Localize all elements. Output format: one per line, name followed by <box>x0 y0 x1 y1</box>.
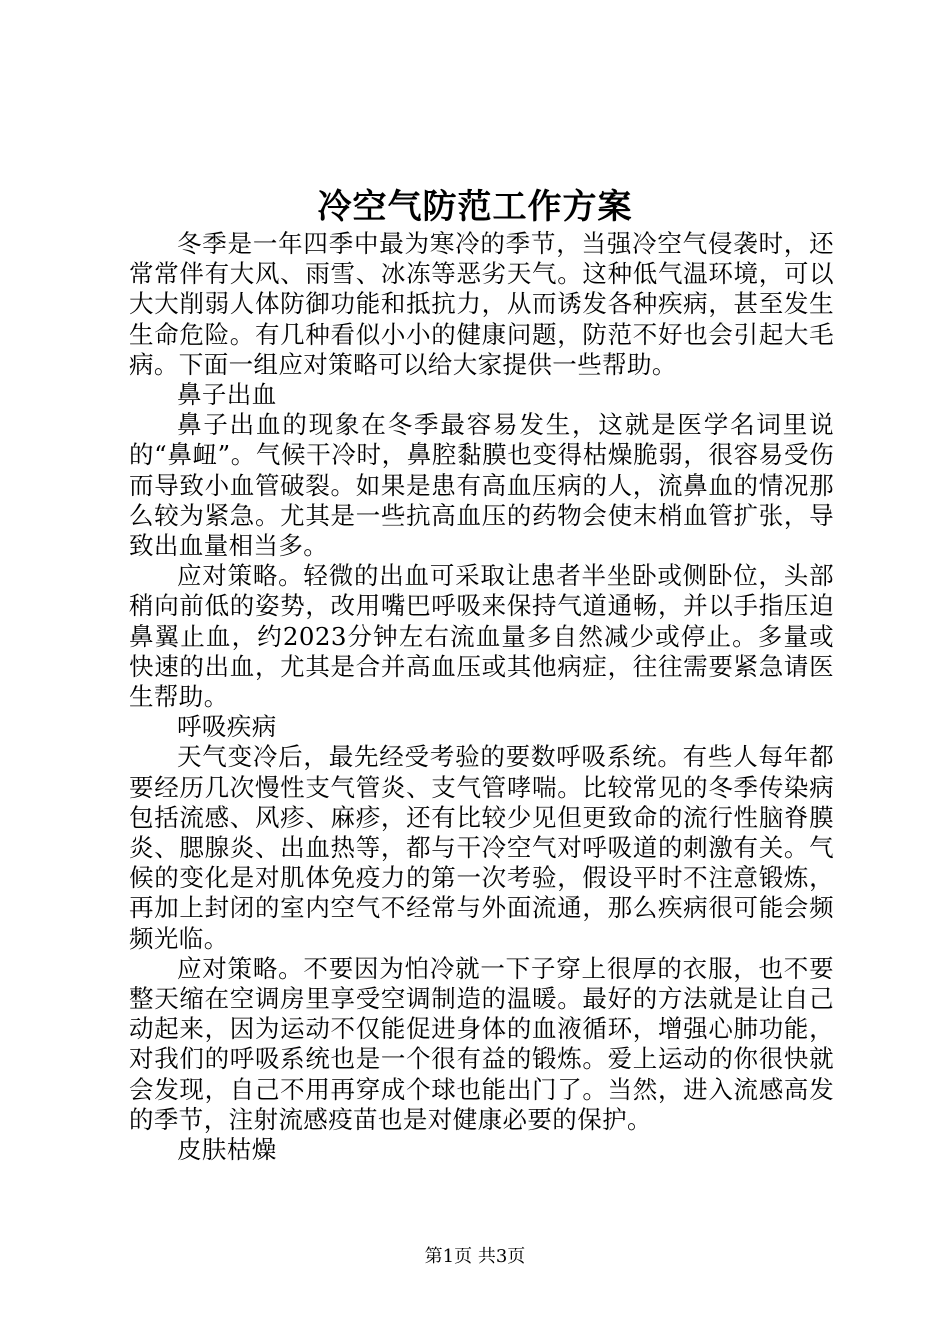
section-heading-nosebleed: 鼻子出血 <box>177 380 277 410</box>
respiratory-description-paragraph: 天气变冷后，最先经受考验的要数呼吸系统。有些人每年都要经历几次慢性支气管炎、支气管哮喘。比较常见的冬季传染病包括流感、风疹、麻疹，还有比较少见但更致命的流行性脑脊膜炎、腮腺炎、出血热等，都与干冷空气对呼吸道的刺激有关。气候的变化是对肌体免疫力的第一次考验，假设平时不注意锻炼，再加上封闭的室内空气不经常与外面流通，那么疾病很可能会频频光临。 <box>129 742 834 953</box>
document-title: 冷空气防范工作方案 <box>317 187 633 227</box>
nosebleed-strategy-paragraph: 应对策略。轻微的出血可采取让患者半坐卧或侧卧位，头部稍向前低的姿势，改用嘴巴呼吸来保持气道通畅，并以手指压迫鼻翼止血，约2023分钟左右流血量多自然减少或停止。多量或快速的出血，尤其是合并高血压或其他病症，往往需要紧急请医生帮助。 <box>129 561 834 712</box>
section-heading-dry-skin: 皮肤枯燥 <box>177 1135 277 1165</box>
respiratory-strategy-paragraph: 应对策略。不要因为怕冷就一下子穿上很厚的衣服，也不要整天缩在空调房里享受空调制造的温暖。最好的方法就是让自己动起来，因为运动不仅能促进身体的血液循环，增强心肺功能，对我们的呼吸系统也是一个很有益的锻炼。爱上运动的你很快就会发现，自己不用再穿成个球也能出门了。当然，进入流感高发的季节，注射流感疫苗也是对健康必要的保护。 <box>129 953 834 1134</box>
intro-paragraph: 冬季是一年四季中最为寒冷的季节，当强冷空气侵袭时，还常常伴有大风、雨雪、冰冻等恶劣天气。这种低气温环境，可以大大削弱人体防御功能和抵抗力，从而诱发各种疾病，甚至发生生命危险。有几种看似小小的健康问题，防范不好也会引起大毛病。下面一组应对策略可以给大家提供一些帮助。 <box>129 229 834 379</box>
nosebleed-description-paragraph: 鼻子出血的现象在冬季最容易发生，这就是医学名词里说的“鼻衄”。气候干冷时，鼻腔黏膜也变得枯燥脆弱，很容易受伤而导致小血管破裂。如果是患有高血压病的人，流鼻血的情况那么较为紧急。尤其是一些抗高血压的药物会使末梢血管扩张，导致出血量相当多。 <box>129 410 834 561</box>
section-heading-respiratory: 呼吸疾病 <box>177 712 277 742</box>
document-body <box>129 229 834 1165</box>
page-number-footer: 第1页 共3页 <box>424 1246 526 1267</box>
